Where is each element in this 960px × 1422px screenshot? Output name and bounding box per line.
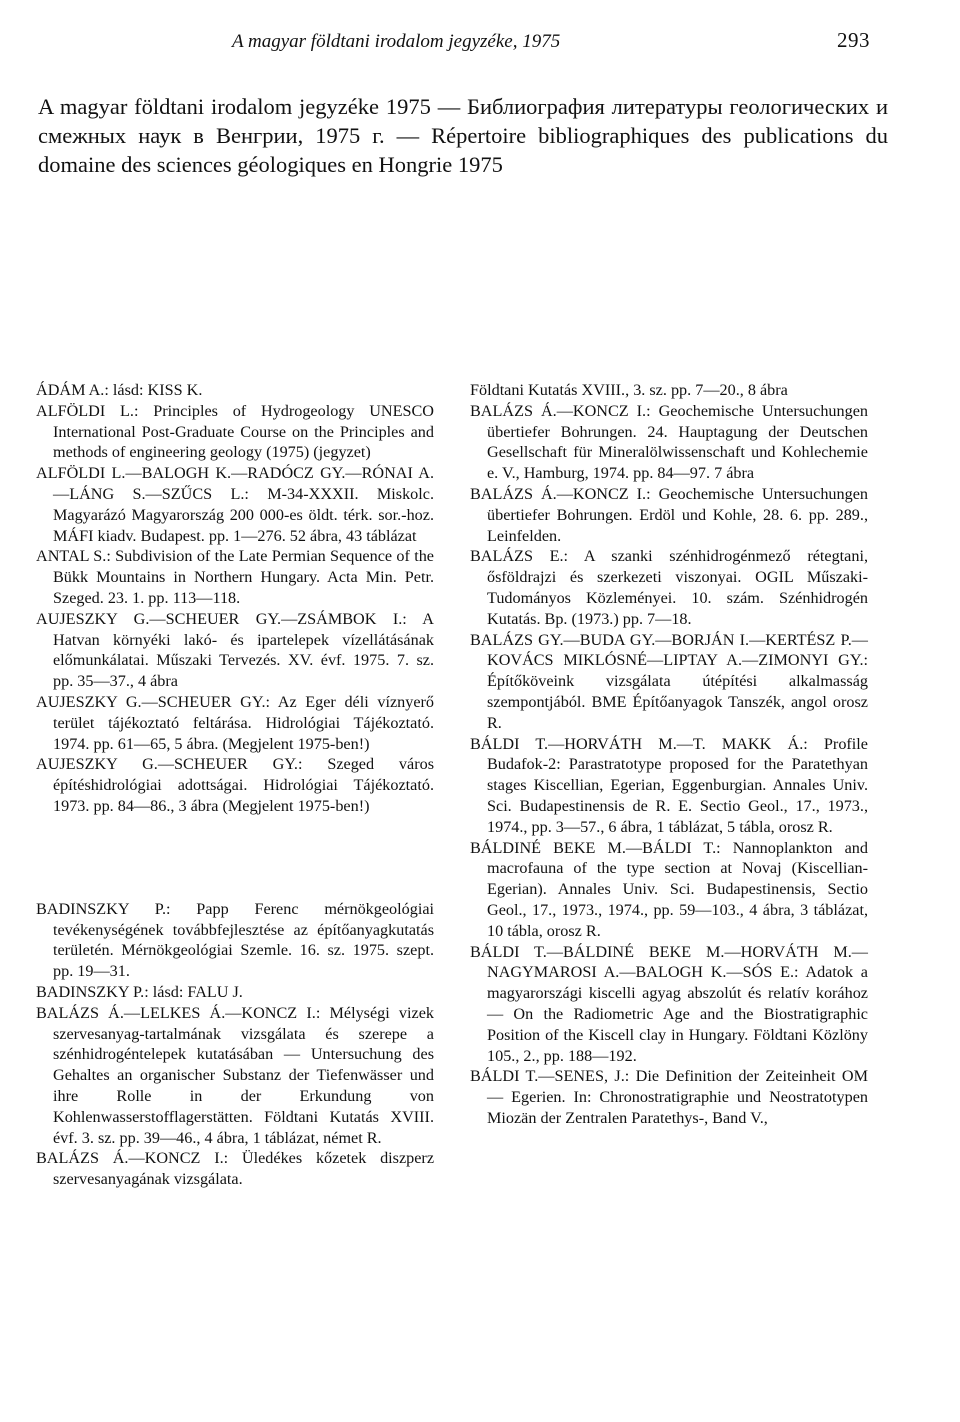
list-item: BALÁZS Á.—KONCZ I.: Üledékes kőzetek diszperz szervesanyagának vizsgálata. — [36, 1149, 434, 1189]
list-item: ALFÖLDI L.: Principles of Hydrogeology UNESCO International Post-Graduate Course on the Principles and methods of engineering geology (1975) (jegyzet) — [36, 401, 434, 462]
page-number: 293 — [837, 28, 870, 52]
list-item: ÁDÁM A.: lásd: KISS K. — [36, 381, 203, 399]
list-item: BÁLDINÉ BEKE M.—BÁLDI T.: Nannoplankton and macrofauna of the type section at Novaj (Kiscellian-Egerian). Annales Univ. Sci. Budapestinensis, Sectio Geol., 17., 1973., 1974., pp. 59—103., 4 ábra, 3 táblázat, 10 tábla, orosz R. — [470, 838, 868, 940]
list-item: BADINSZKY P.: Papp Ferenc mérnökgeológiai tevékenységének továbbfejlesztése az építőanyagkutatás területén. Mérnökgeológiai Szemle. 16. sz. 1975. szept. pp. 19—31. — [36, 899, 434, 981]
list-item: BALÁZS Á.—KONCZ I.: Geochemische Untersuchungen übertiefer Bohrungen. 24. Hauptagung der Deutschen Gesellschaft für Mineralölwissenschaft und Kohlechemie e. V., Hamburg, 1974. pp. 84—97. 7 ábra — [470, 401, 868, 483]
list-item: AUJESZKY G.—SCHEUER GY.: Az Eger déli víznyerő terület tájékoztató feltárása. Hidrológiai Tájékoztató. 1974. pp. 61—65, 5 ábra. (Megjelent 1975-ben!) — [36, 692, 434, 753]
running-title: A magyar földtani irodalom jegyzéke, 1975 — [232, 31, 561, 52]
list-item: BALÁZS Á.—LELKES Á.—KONCZ I.: Mélységi vizek szervesanyag-tartalmának vizsgálata és szerepe a szénhidrogéntelepek kutatásában — Untersuchung des Gehaltes an organischer Substanz der Tiefenwässer und ihre Rolle in der Erkundung von Kohlenwasserstofflagerstätten. Földtani Kutatás XVIII. évf. 3. sz. pp. 39—46., 4 ábra, 1 táblázat, német R. — [36, 1003, 434, 1147]
list-item: BÁLDI T.—BÁLDINÉ BEKE M.—HORVÁTH M.—NAGYMAROSI A.—BALOGH K.—SÓS E.: Adatok a magyarországi kiscelli agyag abszolút és relatív korához — On the Radiometric Age and the Biostratigraphic Position of the Kiscell clay in Hungary. Földtani Közlöny 105., 2., pp. 188—192. — [470, 942, 868, 1065]
list-item: BALÁZS E.: A szanki szénhidrogénmező rétegtani, ősföldrajzi és szerkezeti viszonyai. OGIL Műszaki-Tudományos Közleményei. 10. szám. Szénhidrogén Kutatás. Bp. (1973.) pp. 7—18. — [470, 547, 868, 628]
list-item: BÁLDI T.—HORVÁTH M.—T. MAKK Á.: Profile Budafok-2: Parastratotype proposed for the Paratethyan stages Kiscellian, Egerian, Eggenburgian. Annales Univ. Sci. Budapestinensis de R. E. Sectio Geol., 17., 1973., 1974., pp. 3—57., 6 ábra, 1 táblázat, 5 tábla, orosz R. — [470, 734, 868, 836]
list-item: BÁLDI T.—SENES, J.: Die Definition der Zeiteinheit OM — Egerien. In: Chronostratigraphie und Neostratotypen Miozän der Zentralen Paratethys-, Band V., — [470, 1067, 868, 1127]
list-item: BALÁZS Á.—KONCZ I.: Geochemische Untersuchungen übertiefer Bohrungen. Erdöl und Kohle, 28. 6. pp. 289., Leinfelden. — [470, 484, 868, 545]
list-item: AUJESZKY G.—SCHEUER GY.—ZSÁMBOK I.: A Hatvan környéki lakó- és ipartelepek vízellátásának előmunkálatai. Műszaki Tervezés. XV. évf. 1975. 7. sz. pp. 35—37., 4 ábra — [36, 609, 434, 691]
list-item: Földtani Kutatás XVIII., 3. sz. pp. 7—20., 8 ábra — [470, 381, 788, 399]
page-title: A magyar földtani irodalom jegyzéke 1975 — Библиография литературы геологических и смежных наук в Венгрии, 1975 г. — Répertoire bibliographiques des publications du domaine des sciences géologiques en Hongrie 1975 — [38, 94, 888, 177]
list-item: BADINSZKY P.: lásd: FALU J. — [36, 982, 243, 1001]
list-item: ANTAL S.: Subdivision of the Late Permian Sequence of the Bükk Mountains in Northern Hungary. Acta Min. Petr. Szeged. 23. 1. pp. 113—118. — [36, 547, 434, 607]
running-head — [232, 28, 870, 53]
list-item: ALFÖLDI L.—BALOGH K.—RADÓCZ GY.—RÓNAI A.—LÁNG S.—SZŰCS L.: M-34-XXXII. Miskolc. Magyarázó Magyarország 200 000-es öldt. térk. sor.-hoz. MÁFI kiadv. Budapest. pp. 1—276. 52 ábra, 43 táblázat — [36, 464, 434, 545]
right-column — [470, 380, 868, 1129]
list-item: BALÁZS GY.—BUDA GY.—BORJÁN I.—KERTÉSZ P.—KOVÁCS MIKLÓSNÉ—LIPTAY A.—ZIMONYI GY.: Építőköveink vizsgálata útépítési alkalmasság szempontjából. BME Építőanyagok Tanszék, angol orosz R. — [470, 630, 868, 732]
list-item: AUJESZKY G.—SCHEUER GY.: Szeged város építéshidrológiai adottságai. Hidrológiai Tájékoztató. 1973. pp. 84—86., 3 ábra (Megjelent 1975-ben!) — [36, 755, 434, 815]
left-column — [36, 380, 434, 1190]
section-gap — [36, 817, 434, 899]
